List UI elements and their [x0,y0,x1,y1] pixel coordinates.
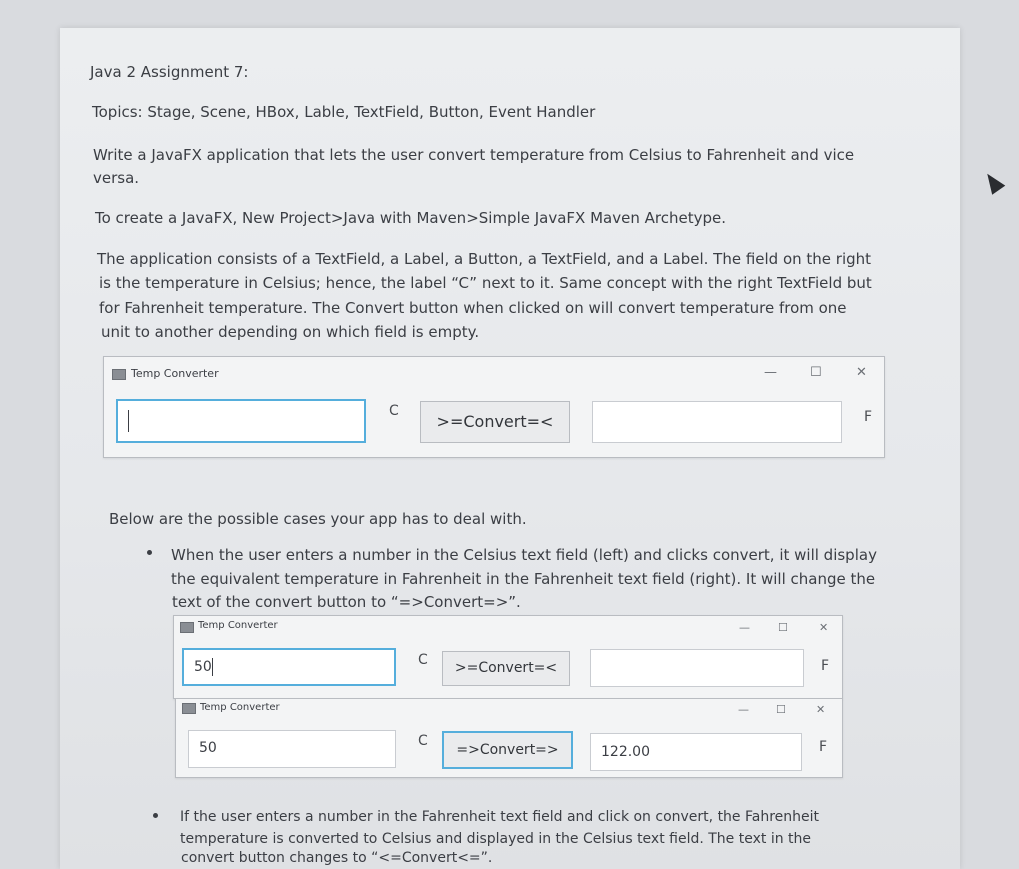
convert-button[interactable]: >=Convert=< [420,401,570,443]
description-line-1: The application consists of a TextField, a Label, a Button, a TextField, and a Label. The field on the right [97,250,872,268]
bullet-1 [147,550,152,555]
minimize-icon[interactable]: — [739,621,750,634]
create-instruction: To create a JavaFX, New Project>Java with Maven>Simple JavaFX Maven Archetype. [95,209,726,227]
convert-button[interactable]: =>Convert=> [442,731,573,769]
bullet-2 [153,813,158,818]
celsius-label: C [389,403,399,419]
celsius-text-field[interactable] [182,648,396,686]
text-caret [128,410,129,432]
description-line-2: is the temperature in Celsius; hence, the label “C” next to it. Same concept with the right TextField but [99,274,872,292]
text-caret [212,658,213,676]
temp-converter-window-converted [175,698,843,778]
temp-converter-window-input [173,615,843,699]
topics-line: Topics: Stage, Scene, HBox, Lable, TextField, Button, Event Handler [92,103,596,121]
close-icon[interactable]: ✕ [856,365,867,380]
celsius-label: C [418,733,428,749]
case-2-line-2: temperature is converted to Celsius and displayed in the Celsius text field. The text in the [180,831,812,847]
intro-line-2: versa. [93,169,140,187]
window-title: Temp Converter [200,702,280,713]
app-icon [180,622,194,633]
minimize-icon[interactable]: — [738,703,749,716]
close-icon[interactable]: ✕ [816,703,826,716]
description-line-3: for Fahrenheit temperature. The Convert button when clicked on will convert temperature from one [99,299,847,317]
description-line-4: unit to another depending on which field is empty. [101,323,480,341]
close-icon[interactable]: ✕ [819,621,829,634]
case-1-line-2: the equivalent temperature in Fahrenheit in the Fahrenheit text field (right). It will change the [171,570,876,588]
minimize-icon[interactable]: — [764,365,777,380]
mouse-pointer-icon [981,169,1006,195]
case-2-line-3: convert button changes to “<=Convert<=”. [181,850,493,866]
fahrenheit-label: F [819,739,828,755]
maximize-icon[interactable]: ☐ [778,621,788,634]
app-icon [112,369,126,380]
fahrenheit-label: F [864,409,873,425]
celsius-value: 50 [199,740,217,756]
fahrenheit-text-field[interactable] [590,733,802,771]
celsius-label: C [418,652,428,668]
cases-intro: Below are the possible cases your app has to deal with. [109,510,527,528]
maximize-icon[interactable]: ☐ [810,365,822,380]
convert-button[interactable]: >=Convert=< [442,651,570,686]
temp-converter-window-empty [103,356,885,458]
fahrenheit-value: 122.00 [601,744,650,760]
fahrenheit-text-field[interactable] [592,401,842,443]
fahrenheit-label: F [821,658,830,674]
assignment-title: Java 2 Assignment 7: [90,63,249,81]
case-1-line-1: When the user enters a number in the Celsius text field (left) and clicks convert, it will display [171,546,877,564]
case-1-line-3: text of the convert button to “=>Convert=>”. [172,593,521,611]
case-2-line-1: If the user enters a number in the Fahrenheit text field and click on convert, the Fahrenheit [180,809,820,825]
app-icon [182,703,196,714]
fahrenheit-text-field[interactable] [590,649,804,687]
celsius-value: 50 [194,659,212,675]
intro-line-1: Write a JavaFX application that lets the user convert temperature from Celsius to Fahrenheit and vice [93,146,855,164]
window-title: Temp Converter [131,367,219,380]
maximize-icon[interactable]: ☐ [776,703,786,716]
celsius-text-field[interactable] [188,730,396,768]
celsius-text-field[interactable] [116,399,366,443]
window-title: Temp Converter [198,620,278,631]
